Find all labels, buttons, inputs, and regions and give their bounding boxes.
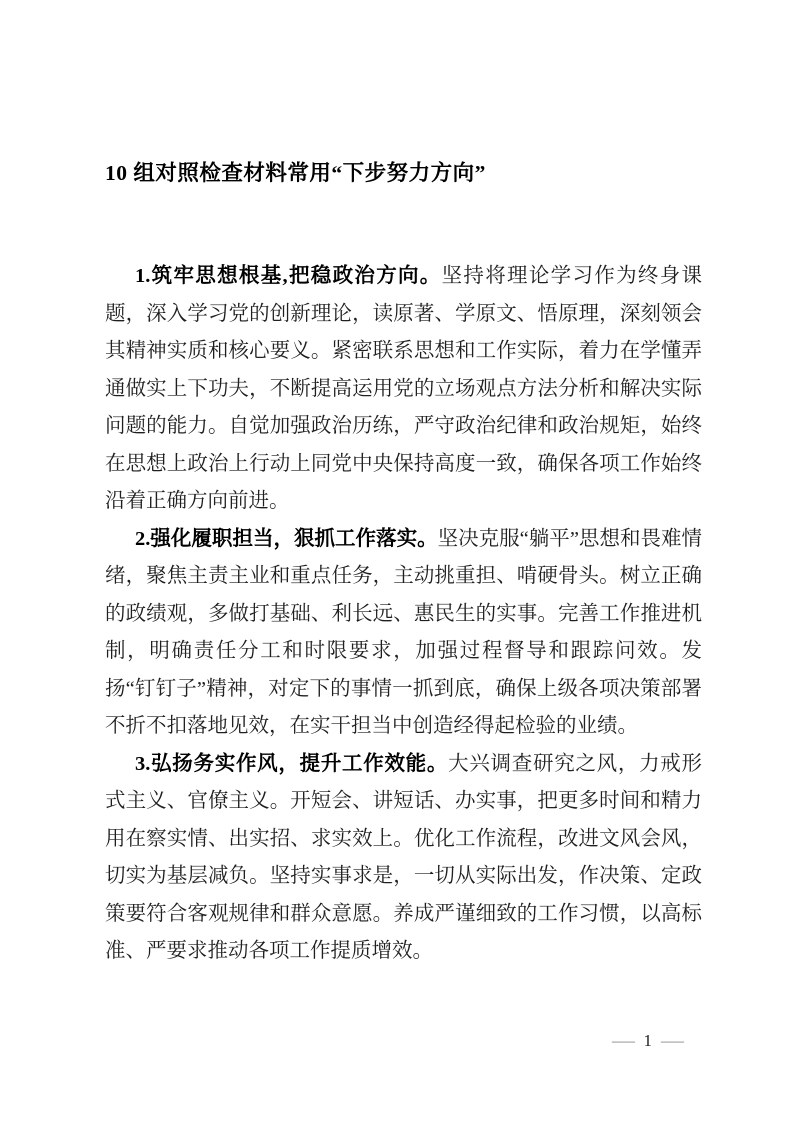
footer-dash-right: — (661, 1031, 684, 1050)
paragraph-1 (105, 258, 702, 521)
document-title: 10 组对照检查材料常用“下步努力方向” (105, 161, 486, 185)
page-footer (0, 1029, 684, 1053)
document-body (105, 258, 702, 971)
page-number: 1 (643, 1031, 652, 1050)
paragraph-1-text: 坚持将理论学习作为终身课题，深入学习党的创新理论，读原著、学原文、悟原理，深刻领会其精神实质和核心要义。紧密联系思想和工作实际，着力在学懂弄通做实上下功夫，不断提高运用党的立场观点方法分析和解决实际问题的能力。自觉加强政治历练，严守政治纪律和政治规矩，始终在思想上政治上行动上同党中央保持高度一致，确保各项工作始终沿着正确方向前进。 (105, 265, 703, 512)
paragraph-2-text: 坚决克服“躺平”思想和畏难情绪，聚焦主责主业和重点任务，主动挑重担、啃硬骨头。树立正确的政绩观，多做打基础、利长远、惠民生的实事。完善工作推进机制，明确责任分工和时限要求，加强过程督导和跟踪问效。发扬“钉钉子”精神，对定下的事情一抓到底，确保上级各项决策部署不折不扣落地见效，在实干担当中创造经得起检验的业绩。 (105, 527, 703, 737)
paragraph-3-text: 大兴调查研究之风，力戒形式主义、官僚主义。开短会、讲短话、办实事，把更多时间和精力用在察实情、出实招、求实效上。优化工作流程，改进文风会风，切实为基层减负。坚持实事求是，一切从实际出发，作决策、定政策要符合客观规律和群众意愿。养成严谨细致的工作习惯，以高标准、严要求推动各项工作提质增效。 (105, 752, 703, 962)
paragraph-1-lead: 1.筑牢思想根基,把稳政治方向。 (135, 265, 442, 287)
paragraph-2 (105, 521, 702, 746)
paragraph-2-lead: 2.强化履职担当，狠抓工作落实。 (135, 527, 438, 550)
footer-dash-left: — (611, 1031, 635, 1050)
paragraph-3-lead: 3.弘扬务实作风，提升工作效能。 (135, 752, 449, 775)
paragraph-3 (105, 746, 702, 971)
